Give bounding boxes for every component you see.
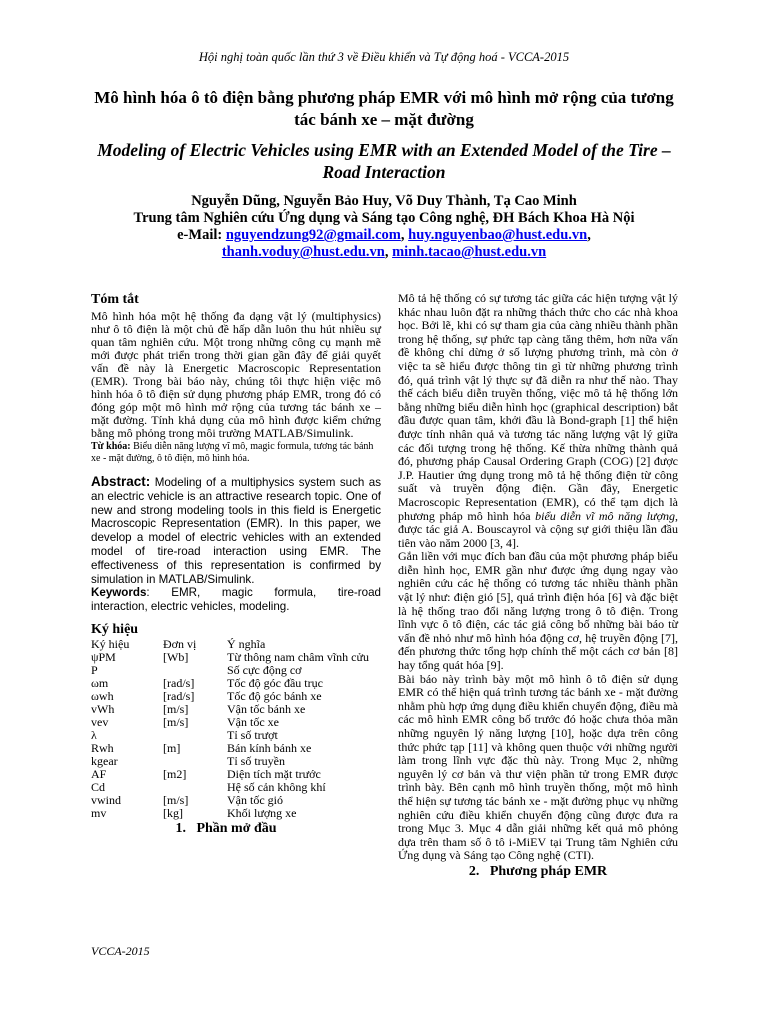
intro-paragraph-3: Bài báo này trình bày một mô hình ô tô điện sử dụng EMR có thể hiện quá trình tương tác bánh xe - mặt đường nhằm phù hợp ứng dụng điều khiển chuyển động, điều mà các mô hình EMR công bố trước đó hoặc chưa thỏa mãn những nguyên lý năng lượng [10], hoặc dựa trên công thức phức tạp [11] và không quen thuộc với những người làm trong lĩnh vực đặc thù này. Trong Mục 2, những nguyên lý cơ bản và thư viện phần tử trong EMR được trình bày. Bên cạnh mô hình truyền thống, một mô hình thể hiện sự tương tác bánh xe - mặt đường phục vụ những nghiên cứu điều khiển chuyển động cũng được đưa ra trong Mục 3. Mục 4 dẫn giải những kết quả mô phỏng dựa trên tham số ô tô i-MiEV tại Trung tâm Nghiên cứu Ứng dụng và Sáng tạo Công nghệ (CTI). xyxy=(398,671,678,863)
symbols-table xyxy=(91,638,377,820)
left-column xyxy=(91,292,385,836)
email-line-2: thanh.voduy@hust.edu.vn, minh.tacao@hust.edu.vn xyxy=(221,244,547,260)
meaning-cell: Số cực động cơ xyxy=(227,662,302,677)
symbol-cell: P xyxy=(91,662,98,677)
symbol-cell: λ xyxy=(91,727,97,742)
abstract-vi: Mô hình hóa một hệ thống đa dạng vật lý (multiphysics) như ô tô điện là một chủ đề hấp dẫn luôn thu hút nhiều sự quan tâm nghiên cứu. Một trong những công cụ mạnh mẽ mới được phát triển trong thời gian gần đây để giải quyết vấn đề này là Energetic Macroscopic Representation (EMR). Trong bài báo này, chúng tôi thực hiện việc mô hình hóa ô tô điện sử dụng phương pháp EMR, trong đó có đóng góp một mô hình mở rộng của tương tác bánh xe – mặt đường. Tính khả dụng của mô hình được kiểm chứng bằng mô phỏng trong môi trường MATLAB/Simulink. xyxy=(91,309,381,440)
symbols-header-symbol: Ký hiệu xyxy=(91,636,130,651)
keywords-en-label: Keywords xyxy=(91,586,147,600)
intro-paragraph-1-end: , được tác giả A. Bouscayrol và cộng sự giới thiệu lần đầu tiên vào năm 2000 [3, 4]. xyxy=(398,508,679,550)
meaning-cell: Tốc độ góc bánh xe xyxy=(227,688,322,703)
symbols-header-unit: Đơn vị xyxy=(163,636,197,651)
unit-cell: [m/s] xyxy=(163,792,189,807)
email-link-1[interactable]: nguyendzung92@gmail.com xyxy=(225,227,401,243)
meaning-cell: Hệ số cản không khí xyxy=(227,779,326,794)
affiliation: Trung tâm Nghiên cứu Ứng dụng và Sáng tạo Công nghệ, ĐH Bách Khoa Hà Nội xyxy=(133,210,635,226)
conference-header: Hội nghị toàn quốc lần thứ 3 về Điều khiển và Tự động hoá - VCCA-2015 xyxy=(198,50,570,64)
unit-cell: [rad/s] xyxy=(163,688,195,703)
unit-cell: [kg] xyxy=(163,805,183,820)
email-link-2[interactable]: huy.nguyenbao@hust.edu.vn xyxy=(408,227,588,243)
keywords-en xyxy=(91,586,385,614)
unit-cell: [m2] xyxy=(163,766,187,781)
paper-title-vietnamese: Mô hình hóa ô tô điện bằng phương pháp EMR với mô hình mở rộng của tương tác bánh xe – mặt đường xyxy=(94,88,674,129)
email-label: e-Mail: xyxy=(177,227,223,243)
keywords-en-text: : EMR, magic formula, tire-road interaction, electric vehicles, modeling. xyxy=(91,586,385,614)
intro-paragraph-1 xyxy=(398,292,678,550)
section-2-title: 2. Phương pháp EMR xyxy=(468,863,608,879)
section-1-title: 1. Phần mở đầu xyxy=(175,820,277,836)
unit-cell: [m] xyxy=(163,740,181,755)
symbols-header-meaning: Ý nghĩa xyxy=(227,636,266,651)
right-column xyxy=(398,292,678,879)
symbol-cell: ψPM xyxy=(91,649,116,664)
symbol-cell: vwind xyxy=(91,792,121,807)
paper-title-english: Modeling of Electric Vehicles using EMR with an Extended Model of the Tire – Road Interaction xyxy=(97,140,671,182)
unit-cell: [m/s] xyxy=(163,714,189,729)
meaning-cell: Vận tốc xe xyxy=(227,714,279,729)
symbol-cell: mv xyxy=(91,805,107,820)
meaning-cell: Vận tốc gió xyxy=(227,792,283,807)
email-link-4[interactable]: minh.tacao@hust.edu.vn xyxy=(392,244,547,260)
meaning-cell: Bán kính bánh xe xyxy=(227,740,312,755)
email-line-1: e-Mail: nguyendzung92@gmail.com, huy.nguyenbao@hust.edu.vn, xyxy=(177,227,591,243)
symbol-cell: ωm xyxy=(91,675,109,690)
meaning-cell: Tốc độ góc đầu trục xyxy=(227,675,323,690)
authors-block xyxy=(84,193,684,261)
intro-paragraph-2: Gắn liền với mục đích ban đầu của một phương pháp biểu diễn hình học, EMR gần như được ứng dụng ngay vào nghiên cứu các hệ thống có tương tác nhiều thành phần vật lý như: điện gió [5], quá trình điện hóa [6] và đặc biệt là hệ thống trao đổi năng lượng trong ô tô điện. Trong lĩnh vực ô tô điện, các tác giả công bố những bài báo từ vấn đề nhỏ như mô hình hóa động cơ, hệ truyền động [7], đến phương thức tổng hợp chính thể một cách cơ bản [8] hay tổng quát hóa [9]. xyxy=(398,549,678,673)
symbol-cell: vWh xyxy=(91,701,115,716)
meaning-cell: Từ thông nam châm vĩnh cửu xyxy=(227,649,369,664)
keywords-vi-text: Biểu diễn năng lượng vĩ mô, magic formula, tương tác bánh xe - mặt đường, ô tô điện, mô hình hóa. xyxy=(91,441,374,464)
abstract-en-text: Modeling of a multiphysics system such as an electric vehicle is an attractive research topic. One of new and strong modeling tools in this field is Energetic Macroscopic Representation (EMR). In this paper, we develop a model of electric vehicles with an extended model of tire-road interaction using EMR. The effectiveness of this representation is confirmed by simulation in MATLAB/Simulink. xyxy=(91,476,381,586)
keywords-vi xyxy=(91,441,381,464)
authors: Nguyễn Dũng, Nguyễn Bảo Huy, Võ Duy Thành, Tạ Cao Minh xyxy=(191,193,577,209)
symbol-cell: Cd xyxy=(91,779,106,794)
meaning-cell: Diện tích mặt trước xyxy=(227,766,321,781)
meaning-cell: Tỉ số trượt xyxy=(227,727,278,742)
symbol-cell: kgear xyxy=(91,753,118,768)
symbol-cell: ωwh xyxy=(91,688,114,703)
intro-paragraph-1-italic: biểu diễn vĩ mô năng lượng xyxy=(535,508,676,523)
email-link-3[interactable]: thanh.voduy@hust.edu.vn xyxy=(221,244,385,260)
meaning-cell: Vận tốc bánh xe xyxy=(227,701,306,716)
intro-paragraph-1-text: Mô tả hệ thống có sự tương tác giữa các hiện tượng vật lý khác nhau luôn đặt ra những thách thức cho các nhà khoa học. Bởi lẽ, khi có sự tham gia của càng nhiều thành phần trong hệ thống, sự phức tạp càng tăng thêm, hơn nữa vấn đề không chỉ dừng ở số lượng phương trình, mà còn ở việc ta sẽ hiểu được thông tin gì từ những phương trình đó, quá trình vật lý thực sự đã diễn ra như thế nào. Thay thế cách biểu diễn truyền thống, việc mô tả hệ thống lớn bằng những biểu diễn hình học (graphical description) bắt đầu được quan tâm, khởi đầu là Bond-graph [1] thể hiện được tính nhân quả và tương tác năng lượng vật lý giữa các đối tượng trong hệ thống. Kế thừa những thành quả đó, phương pháp Causal Ordering Graph (COG) [2] được J.P. Hautier ứng dụng trong mô tả hệ thống điện từ công suất và truyền động điện. Gần đây, Energetic Macroscopic Representation (EMR), có thể tạm dịch là phương pháp mô hình hóa xyxy=(398,291,678,523)
symbols-title: Ký hiệu xyxy=(91,621,139,637)
abstract-en xyxy=(91,475,381,586)
keywords-vi-label: Từ khóa: xyxy=(91,441,131,452)
symbol-row xyxy=(91,807,377,820)
meaning-cell: Tỉ số truyền xyxy=(227,753,285,768)
unit-cell: [Wb] xyxy=(163,649,189,664)
unit-cell: [rad/s] xyxy=(163,675,195,690)
abstract-en-label: Abstract: xyxy=(91,474,151,489)
symbol-cell: Rwh xyxy=(91,740,114,755)
meaning-cell: Khối lượng xe xyxy=(227,805,297,820)
page-footer: VCCA-2015 xyxy=(91,944,150,958)
symbol-cell: vev xyxy=(91,714,109,729)
abstract-vi-title: Tóm tắt xyxy=(91,292,139,307)
unit-cell: [m/s] xyxy=(163,701,189,716)
symbol-cell: AF xyxy=(91,766,107,781)
